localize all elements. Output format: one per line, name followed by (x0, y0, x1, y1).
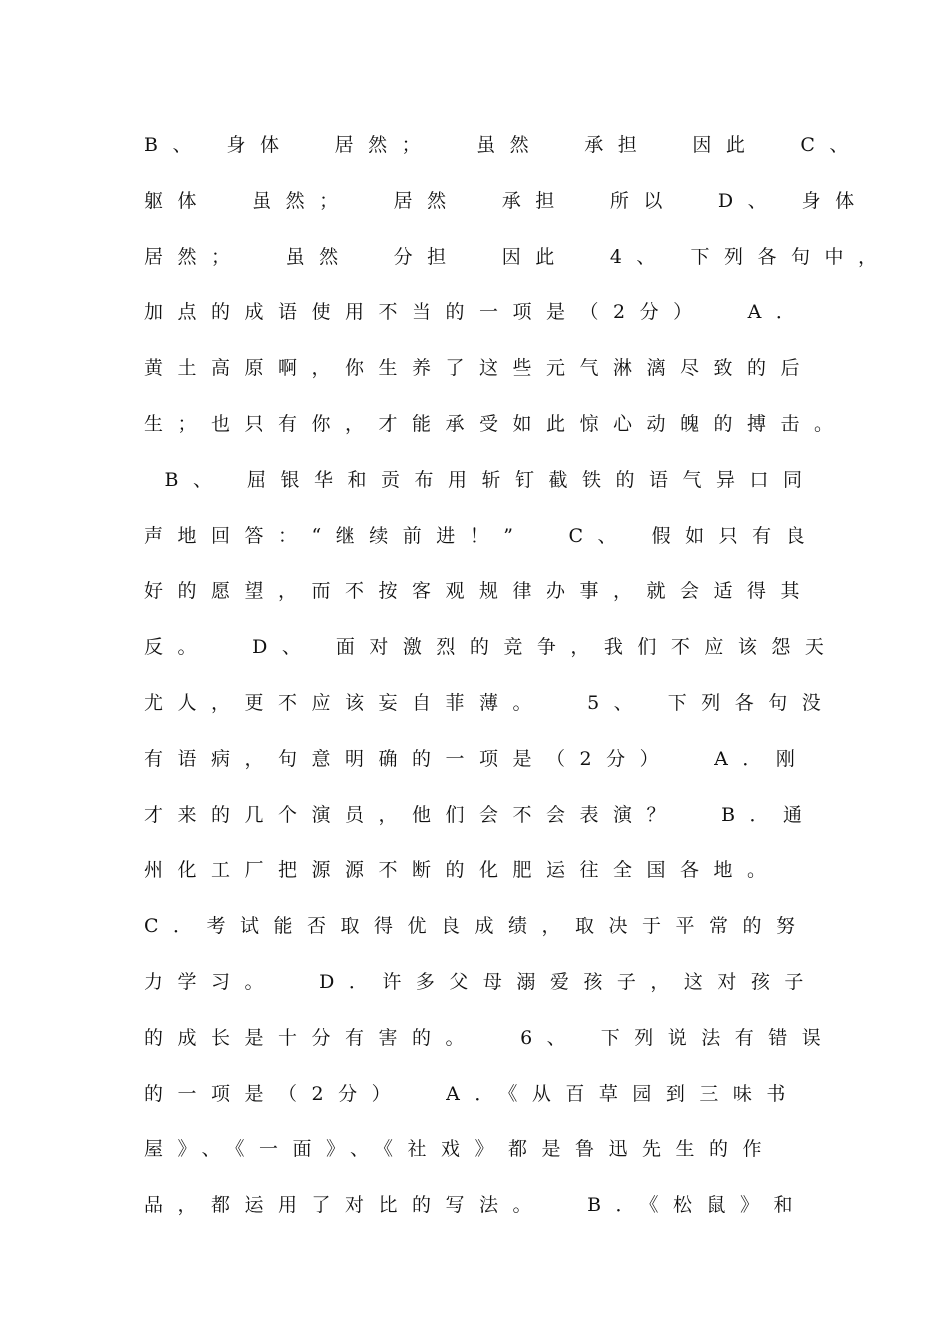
text-line-12: 有语病，句意明确的一项是（2分） A．刚 (144, 747, 810, 770)
text-line-11: 尤人，更不应该妄自菲薄。 5、 下列各句没 (144, 691, 836, 714)
text-line-13: 才来的几个演员，他们会不会表演？ B．通 (144, 803, 817, 826)
text-line-20: 品，都运用了对比的写法。 B．《松鼠》和 (144, 1194, 808, 1217)
text-line-2: 躯体 虽然； 居然 承担 所以 D、 身体 (144, 189, 869, 212)
text-line-3: 居然； 虽然 分担 因此 4、 下列各句中， (144, 245, 892, 268)
text-line-7: B、 屈银华和贡布用斩钉截铁的语气异口同 (144, 468, 817, 491)
text-line-9: 好的愿望，而不按客观规律办事，就会适得其 (144, 580, 815, 603)
text-line-19: 屋》、《一面》、《社戏》都是鲁迅先生的作 (144, 1138, 777, 1161)
text-line-5: 黄土高原啊，你生养了这些元气淋漓尽致的后 (144, 357, 815, 380)
text-line-10: 反。 D、 面对激烈的竞争，我们不应该怨天 (144, 636, 839, 659)
text-line-8: 声地回答：“继续前进！” C、 假如只有良 (144, 524, 820, 547)
body-text (144, 128, 892, 1244)
text-line-15: C．考试能否取得优良成绩，取决于平常的努 (144, 915, 810, 938)
text-line-18: 的一项是（2分） A．《从百草园到三味书 (144, 1082, 800, 1105)
text-line-17: 的成长是十分有害的。 6、 下列说法有错误 (144, 1026, 836, 1049)
text-line-16: 力学习。 D．许多父母溺爱孩子，这对孩子 (144, 970, 818, 993)
text-line-1: B、 身体 居然； 虽然 承担 因此 C、 (144, 134, 863, 156)
text-line-6: 生；也只有你，才能承受如此惊心动魄的搏击。 (144, 412, 848, 435)
text-line-4: 加点的成语使用不当的一项是（2分） A． (144, 301, 810, 324)
text-line-14: 州化工厂把源源不断的化肥运往全国各地。 (144, 859, 781, 882)
